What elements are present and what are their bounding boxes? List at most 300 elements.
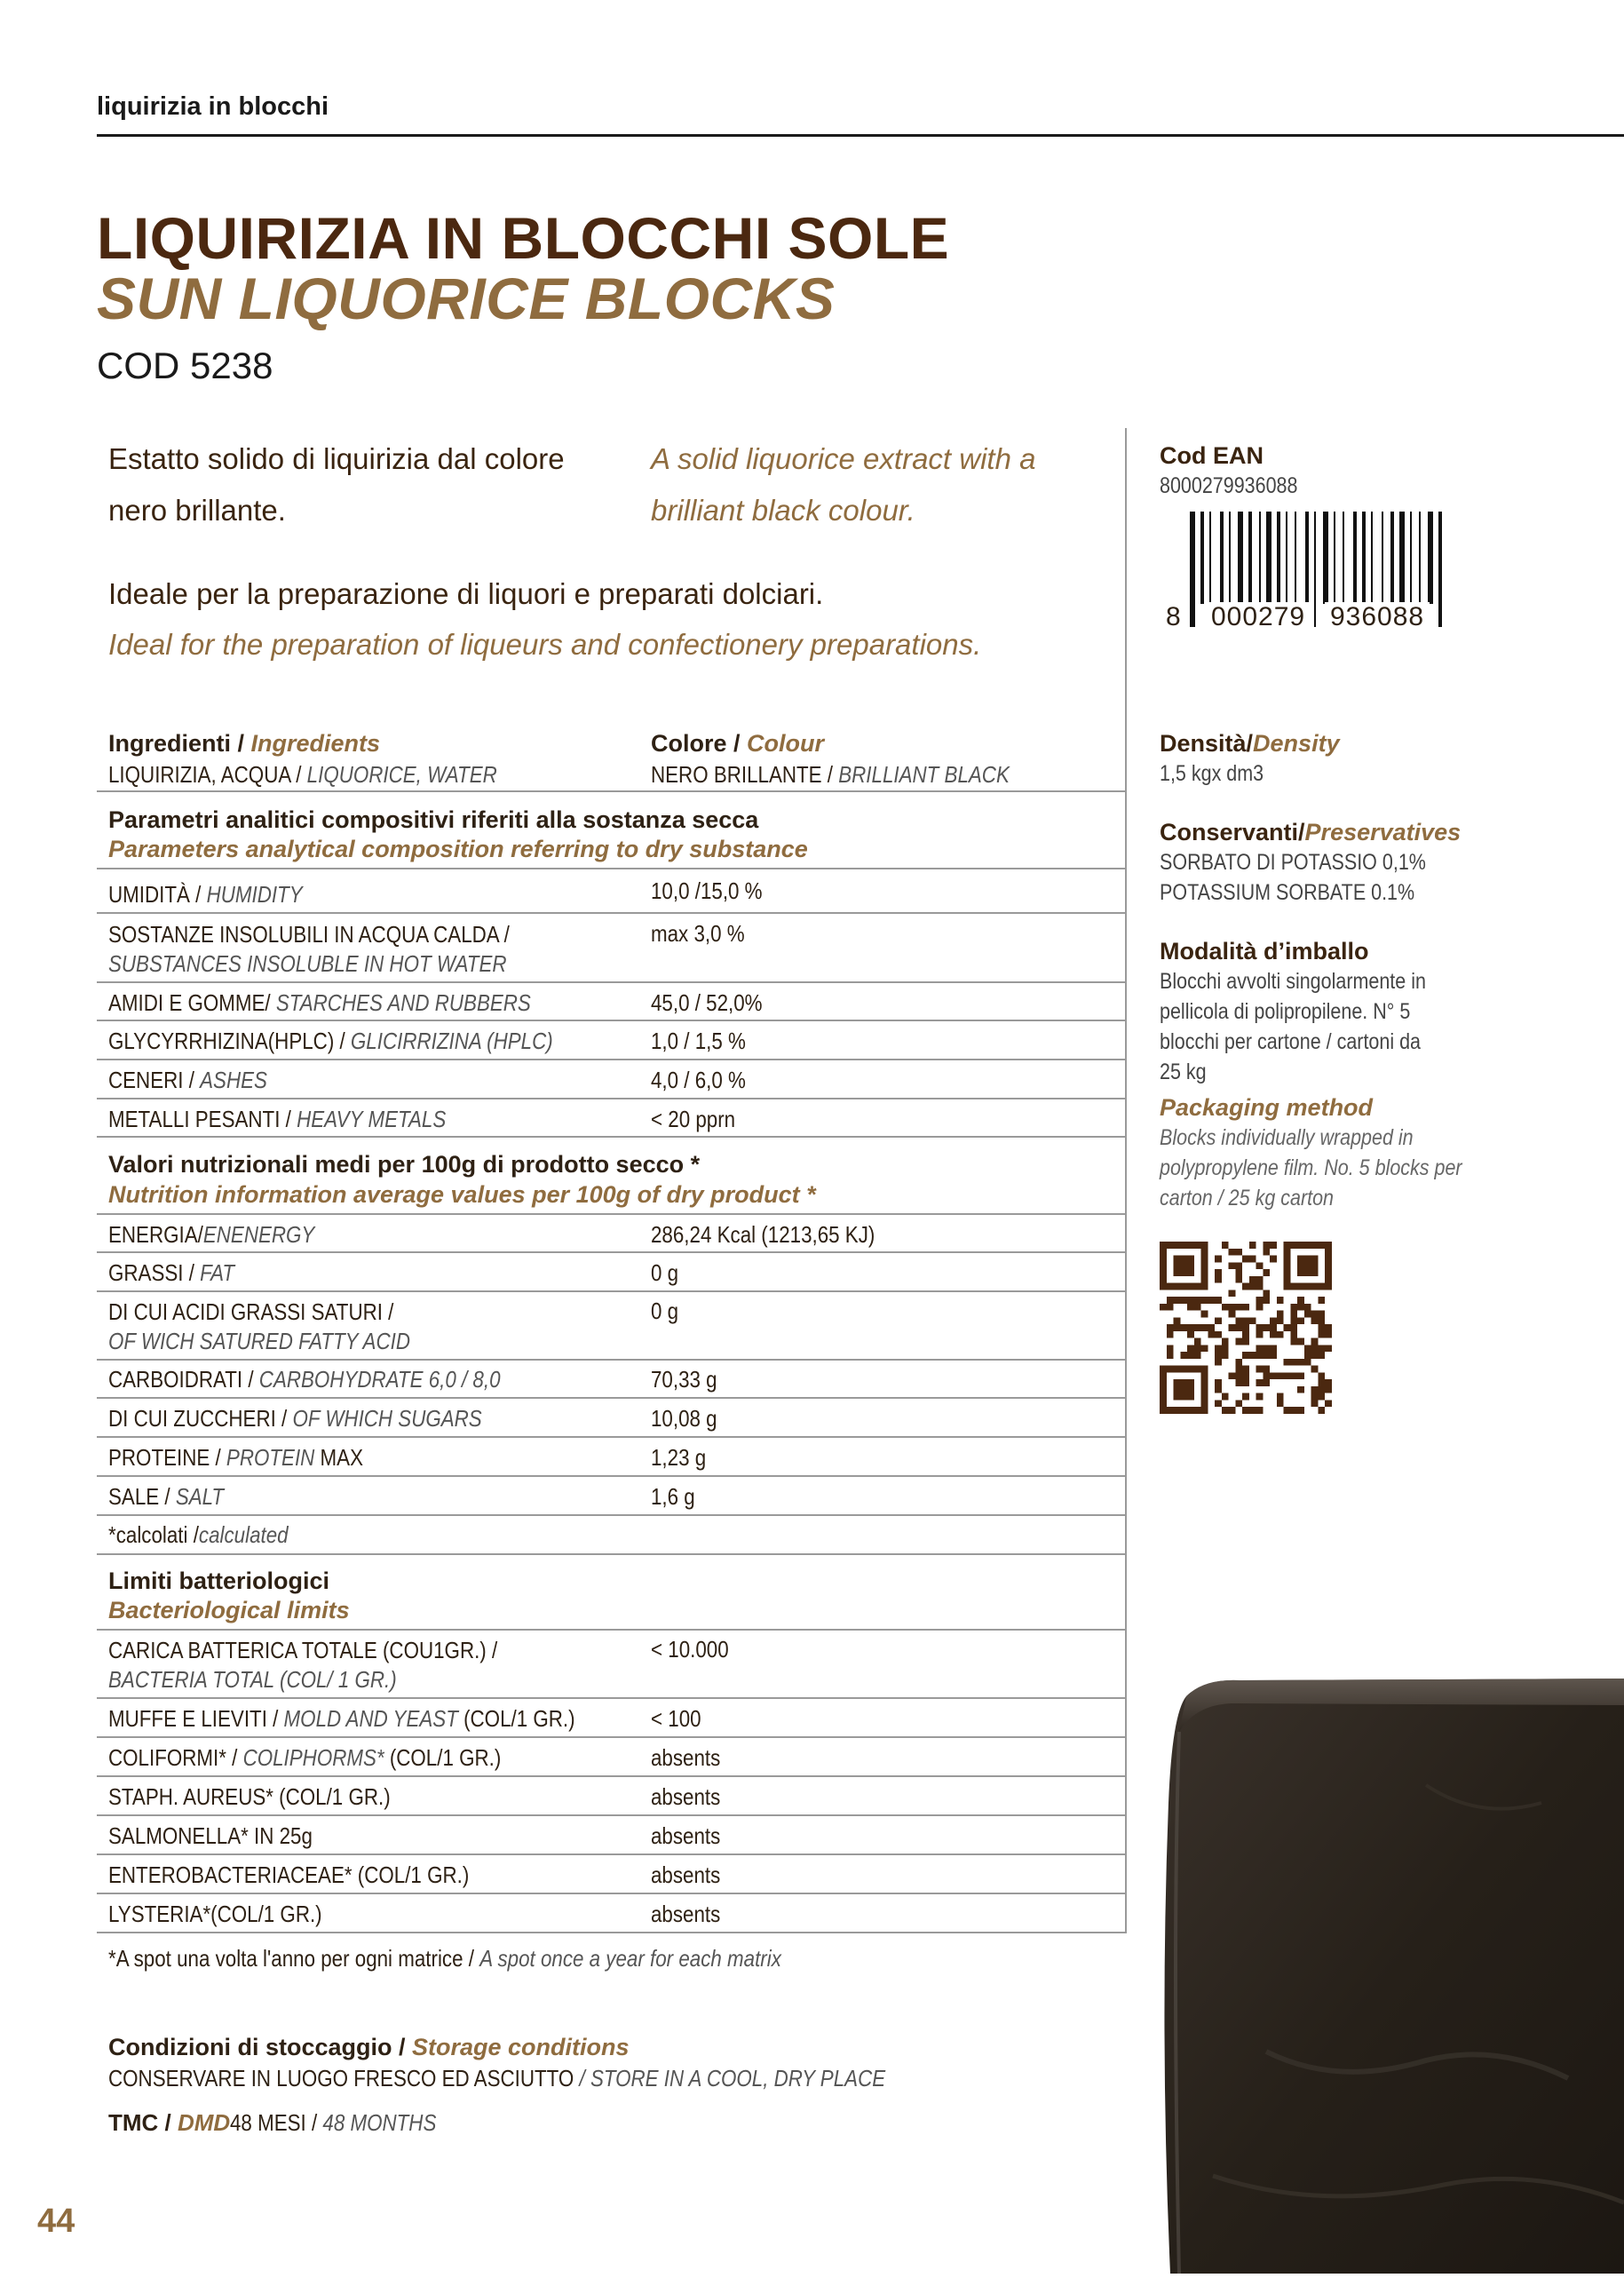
footnote-en: A spot once a year for each matrix — [479, 1945, 781, 1972]
barcode-digits-left: 000279 — [1206, 602, 1311, 632]
nutrition-value-carbohydrate: 70,33 g — [651, 1366, 717, 1393]
qr-module — [1304, 1242, 1311, 1249]
qr-module — [1318, 1317, 1325, 1324]
qr-module — [1167, 1352, 1174, 1359]
analytical-row-heavy-metals — [108, 1106, 446, 1133]
qr-module — [1325, 1324, 1332, 1331]
row-label-it: GLYCYRRHIZINA(HPLC) / — [108, 1028, 351, 1054]
qr-module — [1311, 1311, 1319, 1318]
barcode-bar — [1305, 512, 1309, 604]
qr-module — [1318, 1311, 1325, 1318]
table-rule — [97, 1697, 1127, 1699]
qr-module — [1297, 1283, 1304, 1290]
qr-module — [1167, 1304, 1174, 1311]
qr-module — [1311, 1283, 1319, 1290]
row-label-en: ASHES — [200, 1067, 267, 1093]
qr-module — [1187, 1324, 1194, 1331]
row-label-it: UMIDITÀ / — [108, 881, 207, 908]
qr-module — [1284, 1256, 1291, 1263]
qr-module — [1311, 1242, 1319, 1249]
qr-module — [1242, 1304, 1249, 1311]
analytical-row-humidity — [108, 881, 303, 909]
qr-module — [1201, 1249, 1208, 1256]
qr-module — [1180, 1269, 1187, 1276]
qr-module — [1297, 1317, 1304, 1324]
qr-module — [1174, 1317, 1181, 1324]
header-rule — [97, 134, 1624, 137]
bacterial-value-enterobacteriaceae: absents — [651, 1861, 721, 1888]
row-label-it: COLIFORMI* / — [108, 1744, 243, 1771]
packaging-text-it-line: Blocchi avvolti singolarmente in — [1160, 969, 1426, 994]
qr-module — [1180, 1379, 1187, 1386]
qr-module — [1160, 1283, 1167, 1290]
qr-module — [1325, 1379, 1332, 1386]
qr-module — [1256, 1407, 1264, 1414]
product-title-italian: LIQUIRIZIA IN BLOCCHI SOLE — [97, 205, 950, 271]
intro-use-en: Ideal for the preparation of liqueurs and confectionery preparations. — [108, 628, 982, 661]
qr-module — [1160, 1393, 1167, 1401]
qr-module — [1284, 1249, 1291, 1256]
qr-module — [1263, 1345, 1270, 1352]
intro-desc-it-line2: nero brillante. — [108, 494, 286, 527]
qr-module — [1297, 1359, 1304, 1366]
table-rule — [97, 1775, 1127, 1777]
row-label-en: OF WHICH SUGARS — [292, 1405, 482, 1432]
qr-module — [1284, 1269, 1291, 1276]
barcode-bar — [1277, 512, 1280, 604]
qr-module — [1318, 1407, 1325, 1414]
row-label-it: LYSTERIA*(COL/1 GR.) — [108, 1901, 322, 1927]
tmc-value-en: 48 MONTHS — [322, 2109, 437, 2136]
row-label-en: STARCHES AND RUBBERS — [275, 989, 531, 1016]
qr-module — [1215, 1386, 1222, 1393]
product-photo — [1160, 1679, 1624, 2274]
qr-module — [1194, 1338, 1201, 1345]
storage-label-it: Condizioni di stoccaggio / — [108, 2034, 412, 2060]
qr-module — [1187, 1345, 1194, 1352]
qr-module — [1174, 1242, 1181, 1249]
qr-module — [1277, 1372, 1284, 1379]
qr-module — [1284, 1283, 1291, 1290]
qr-module — [1256, 1297, 1264, 1304]
qr-module — [1263, 1324, 1270, 1331]
row-label-suffix: (COL/1 GR.) — [384, 1744, 502, 1771]
packaging-text-it-line: pellicola di polipropilene. N° 5 — [1160, 999, 1411, 1024]
colour-value-it: NERO BRILLANTE / — [651, 761, 839, 788]
qr-module — [1215, 1256, 1222, 1263]
qr-module — [1263, 1242, 1270, 1249]
qr-module — [1263, 1352, 1270, 1359]
storage-label-en: Storage conditions — [412, 2034, 630, 2060]
qr-module — [1201, 1324, 1208, 1331]
packaging-text-en-line: carton / 25 kg carton — [1160, 1186, 1334, 1210]
qr-module — [1194, 1242, 1201, 1249]
qr-module — [1201, 1311, 1208, 1318]
packaging-text-en-line: polypropylene film. No. 5 blocks per — [1160, 1155, 1462, 1180]
qr-module — [1201, 1297, 1208, 1304]
nutrition-row-salt — [108, 1483, 224, 1511]
qr-module — [1187, 1262, 1194, 1269]
qr-module — [1249, 1256, 1256, 1263]
intro-desc-it-line1: Estatto solido di liquirizia dal colore — [108, 442, 565, 475]
qr-module — [1167, 1331, 1174, 1338]
qr-module — [1249, 1317, 1256, 1324]
qr-module — [1325, 1331, 1332, 1338]
qr-module — [1194, 1283, 1201, 1290]
qr-module — [1174, 1324, 1181, 1331]
barcode-bar — [1399, 512, 1405, 604]
density-label — [1160, 730, 1340, 758]
qr-module — [1297, 1297, 1304, 1304]
table-rule — [97, 1059, 1127, 1060]
qr-module — [1187, 1269, 1194, 1276]
qr-module — [1263, 1269, 1270, 1276]
barcode-bar — [1410, 512, 1412, 604]
qr-module — [1187, 1304, 1194, 1311]
qr-module — [1311, 1393, 1319, 1401]
table-rule — [97, 1359, 1127, 1361]
qr-module — [1242, 1379, 1249, 1386]
footnote-it: *A spot una volta l'anno per ogni matrice / — [108, 1945, 480, 1972]
qr-module — [1201, 1256, 1208, 1263]
colour-value-en: BRILLIANT BLACK — [838, 761, 1010, 788]
qr-module — [1263, 1297, 1270, 1304]
qr-module — [1290, 1407, 1297, 1414]
table-rule — [97, 1136, 1127, 1138]
qr-module — [1160, 1276, 1167, 1283]
qr-module — [1325, 1249, 1332, 1256]
bacterial-value-lysteria: absents — [651, 1901, 721, 1927]
qr-module — [1235, 1400, 1242, 1407]
qr-module — [1242, 1407, 1249, 1414]
barcode-bar — [1238, 512, 1243, 604]
qr-module — [1208, 1324, 1215, 1331]
analytical-value-humidity: 10,0 /15,0 % — [651, 877, 763, 904]
qr-module — [1160, 1269, 1167, 1276]
table-rule — [97, 1814, 1127, 1816]
qr-module — [1290, 1242, 1297, 1249]
table-rule — [97, 1290, 1127, 1292]
bacterial-title-it: Limiti batteriologici — [108, 1568, 330, 1594]
qr-module — [1284, 1262, 1291, 1269]
qr-module — [1229, 1324, 1236, 1331]
qr-module — [1187, 1366, 1194, 1373]
qr-module — [1270, 1345, 1277, 1352]
qr-module — [1160, 1372, 1167, 1379]
barcode-bar — [1323, 512, 1328, 604]
qr-module — [1222, 1407, 1229, 1414]
qr-module — [1235, 1338, 1242, 1345]
packaging-text-it — [1160, 966, 1426, 1087]
product-code: COD 5238 — [97, 345, 273, 386]
qr-module — [1160, 1304, 1167, 1311]
qr-module — [1242, 1331, 1249, 1338]
qr-module — [1249, 1352, 1256, 1359]
row-label-it: STAPH. AUREUS* (COL/1 GR.) — [108, 1783, 391, 1810]
nutrition-row-carbohydrate — [108, 1366, 501, 1393]
nutrition-row-protein — [108, 1444, 363, 1472]
qr-module — [1311, 1262, 1319, 1269]
qr-module — [1263, 1290, 1270, 1297]
barcode-bar — [1295, 512, 1296, 604]
row-label-it: CARICA BATTERICA TOTALE (COU1GR.) / — [108, 1637, 498, 1663]
table-rule — [97, 1629, 1127, 1631]
density-value: 1,5 kgx dm3 — [1160, 761, 1264, 786]
colour-label-it: Colore / — [651, 730, 748, 757]
qr-module — [1297, 1304, 1304, 1311]
qr-module — [1325, 1276, 1332, 1283]
nutrition-row-energy — [108, 1221, 314, 1249]
barcode-bar — [1229, 512, 1231, 604]
qr-module — [1242, 1352, 1249, 1359]
qr-module — [1304, 1262, 1311, 1269]
nutrition-value-fat: 0 g — [651, 1259, 679, 1286]
qr-module — [1270, 1372, 1277, 1379]
qr-module — [1311, 1256, 1319, 1263]
analytical-title-it: Parametri analitici compositivi riferiti alla sostanza secca — [108, 806, 759, 833]
qr-module — [1194, 1297, 1201, 1304]
colour-label-en: Colour — [747, 730, 825, 757]
row-label-it: SALE / — [108, 1483, 176, 1510]
row-label-en: SUBSTANCES INSOLUBLE IN HOT WATER — [108, 950, 507, 977]
bacterial-value-staph: absents — [651, 1783, 721, 1810]
qr-module — [1304, 1283, 1311, 1290]
qr-module — [1318, 1379, 1325, 1386]
nutrition-footnote — [108, 1521, 289, 1549]
barcode-bar — [1362, 512, 1366, 604]
barcode-bar — [1353, 512, 1357, 604]
qr-module — [1235, 1359, 1242, 1366]
nutrition-value-sugars: 10,08 g — [651, 1405, 717, 1432]
barcode — [1160, 510, 1453, 634]
qr-module — [1174, 1366, 1181, 1373]
analytical-title-en: Parameters analytical composition referring to dry substance — [108, 836, 808, 862]
qr-module — [1160, 1407, 1167, 1414]
qr-module — [1167, 1345, 1174, 1352]
qr-module — [1215, 1400, 1222, 1407]
row-label-en: MOLD AND YEAST — [283, 1705, 458, 1732]
qr-module — [1284, 1359, 1291, 1366]
qr-module — [1180, 1297, 1187, 1304]
intro-desc-en-line2: brilliant black colour. — [651, 494, 915, 527]
qr-module — [1304, 1269, 1311, 1276]
table-rule — [97, 868, 1127, 869]
qr-module — [1277, 1297, 1284, 1304]
qr-module — [1304, 1352, 1311, 1359]
qr-module — [1318, 1345, 1325, 1352]
qr-module — [1325, 1242, 1332, 1249]
colour-value — [651, 761, 1010, 789]
barcode-bar — [1209, 512, 1211, 604]
qr-module — [1160, 1379, 1167, 1386]
preservatives-value-en: POTASSIUM SORBATE 0.1% — [1160, 880, 1415, 905]
qr-module — [1174, 1269, 1181, 1276]
ingredients-label-en: Ingredients — [250, 730, 381, 757]
qr-module — [1180, 1283, 1187, 1290]
qr-module — [1263, 1379, 1270, 1386]
tmc-value-it: 48 MESI / — [230, 2109, 323, 2136]
qr-module — [1284, 1324, 1291, 1331]
qr-module — [1201, 1386, 1208, 1393]
qr-module — [1284, 1372, 1291, 1379]
ean-number: 8000279936088 — [1160, 473, 1298, 498]
barcode-bar — [1438, 512, 1442, 627]
qr-module — [1304, 1311, 1311, 1318]
qr-module — [1304, 1359, 1311, 1366]
qr-module — [1229, 1290, 1236, 1297]
qr-module — [1242, 1283, 1249, 1290]
qr-module — [1215, 1379, 1222, 1386]
qr-module — [1174, 1283, 1181, 1290]
bacterial-value-total: < 10.000 — [651, 1636, 729, 1663]
packaging-text-en — [1160, 1123, 1462, 1213]
qr-module — [1201, 1269, 1208, 1276]
qr-module — [1194, 1324, 1201, 1331]
qr-module — [1325, 1345, 1332, 1352]
qr-module — [1167, 1366, 1174, 1373]
qr-module — [1325, 1283, 1332, 1290]
qr-module — [1290, 1359, 1297, 1366]
analytical-value-starches: 45,0 / 52,0% — [651, 989, 763, 1016]
qr-module — [1174, 1297, 1181, 1304]
qr-module — [1318, 1386, 1325, 1393]
qr-module — [1277, 1317, 1284, 1324]
row-label-it: DI CUI ZUCCHERI / — [108, 1405, 293, 1432]
bacterial-row-mold — [108, 1705, 575, 1733]
row-label-en: CARBOHYDRATE 6,0 / 8,0 — [258, 1366, 501, 1393]
qr-module — [1201, 1283, 1208, 1290]
qr-module — [1235, 1366, 1242, 1373]
qr-module — [1325, 1262, 1332, 1269]
running-header: liquirizia in blocchi — [97, 92, 329, 121]
row-label-it: SOSTANZE INSOLUBILI IN ACQUA CALDA / — [108, 921, 510, 948]
qr-module — [1187, 1379, 1194, 1386]
qr-module — [1311, 1366, 1319, 1373]
table-rule — [97, 1853, 1127, 1855]
analytical-value-glycyrrhizina: 1,0 / 1,5 % — [651, 1028, 746, 1054]
table-rule — [97, 981, 1127, 983]
row-label-it: CARBOIDRATI / — [108, 1366, 259, 1393]
product-title-english: SUN LIQUORICE BLOCKS — [97, 266, 836, 331]
qr-module — [1249, 1283, 1256, 1290]
analytical-value-insoluble: max 3,0 % — [651, 920, 745, 947]
table-rule — [97, 1098, 1127, 1099]
qr-module — [1242, 1317, 1249, 1324]
qr-module — [1311, 1352, 1319, 1359]
qr-module — [1180, 1256, 1187, 1263]
barcode-bar — [1390, 512, 1394, 604]
bacterial-row-enterobacteriaceae — [108, 1861, 469, 1889]
qr-module — [1215, 1359, 1222, 1366]
qr-module — [1311, 1338, 1319, 1345]
storage-value — [108, 2065, 885, 2092]
qr-module — [1235, 1379, 1242, 1386]
table-rule — [97, 1736, 1127, 1738]
barcode-bar — [1200, 512, 1204, 604]
density-label-en: Density — [1253, 730, 1340, 757]
qr-module — [1318, 1242, 1325, 1249]
qr-module — [1277, 1331, 1284, 1338]
preservatives-label — [1160, 819, 1461, 846]
qr-module — [1242, 1338, 1249, 1345]
qr-module — [1318, 1372, 1325, 1379]
qr-module — [1215, 1352, 1222, 1359]
table-rule — [97, 1514, 1127, 1516]
qr-module — [1194, 1366, 1201, 1373]
qr-module — [1194, 1304, 1201, 1311]
qr-module — [1270, 1352, 1277, 1359]
storage-value-en: / STORE IN A COOL, DRY PLACE — [579, 2065, 886, 2091]
qr-module — [1174, 1386, 1181, 1393]
qr-module — [1167, 1297, 1174, 1304]
qr-module — [1318, 1297, 1325, 1304]
row-label-it: GRASSI / — [108, 1259, 201, 1286]
qr-module — [1187, 1256, 1194, 1263]
nutrition-value-protein: 1,23 g — [651, 1444, 707, 1471]
qr-module — [1311, 1345, 1319, 1352]
barcode-bar — [1314, 512, 1316, 627]
packaging-text-it-line: 25 kg — [1160, 1060, 1207, 1084]
ingredients-value-it: LIQUIRIZIA, ACQUA / — [108, 761, 307, 788]
qr-module — [1201, 1262, 1208, 1269]
ingredients-value — [108, 761, 497, 789]
qr-module — [1311, 1269, 1319, 1276]
row-label-it: MUFFE E LIEVITI / — [108, 1705, 284, 1732]
qr-module — [1284, 1407, 1291, 1414]
qr-module — [1290, 1331, 1297, 1338]
footnote-it: *calcolati / — [108, 1521, 199, 1548]
row-label-en: SALT — [175, 1483, 225, 1510]
qr-module — [1187, 1242, 1194, 1249]
qr-module — [1229, 1311, 1236, 1318]
qr-module — [1160, 1262, 1167, 1269]
preservatives-label-en: Preservatives — [1304, 819, 1462, 845]
storage-value-it: CONSERVARE IN LUOGO FRESCO ED ASCIUTTO — [108, 2065, 580, 2091]
qr-module — [1256, 1276, 1264, 1283]
qr-module — [1229, 1372, 1236, 1379]
qr-module — [1297, 1386, 1304, 1393]
qr-module — [1215, 1331, 1222, 1338]
nutrition-value-salt: 1,6 g — [651, 1483, 695, 1510]
qr-module — [1229, 1304, 1236, 1311]
qr-module — [1194, 1352, 1201, 1359]
row-label-en: FAT — [200, 1259, 235, 1286]
analytical-value-heavy-metals: < 20 pprn — [651, 1106, 736, 1132]
qr-module — [1222, 1345, 1229, 1352]
row-label-it: METALLI PESANTI / — [108, 1106, 297, 1132]
qr-module — [1318, 1283, 1325, 1290]
footnote-en: calculated — [198, 1521, 289, 1548]
qr-module — [1215, 1276, 1222, 1283]
bacterial-row-staph — [108, 1783, 391, 1811]
nutrition-row-saturated — [108, 1298, 410, 1356]
analytical-value-ashes: 4,0 / 6,0 % — [651, 1067, 746, 1093]
qr-module — [1256, 1366, 1264, 1373]
qr-module — [1311, 1317, 1319, 1324]
qr-module — [1256, 1379, 1264, 1386]
qr-module — [1160, 1386, 1167, 1393]
qr-module — [1277, 1393, 1284, 1401]
analytical-row-insoluble — [108, 920, 510, 979]
qr-module — [1242, 1393, 1249, 1401]
barcode-bar — [1428, 512, 1433, 604]
row-label-en: GLICIRRIZINA (HPLC) — [350, 1028, 553, 1054]
qr-module — [1263, 1249, 1270, 1256]
bacterial-value-mold: < 100 — [651, 1705, 701, 1732]
qr-module — [1235, 1324, 1242, 1331]
ean-label: Cod EAN — [1160, 442, 1264, 469]
qr-module — [1256, 1304, 1264, 1311]
